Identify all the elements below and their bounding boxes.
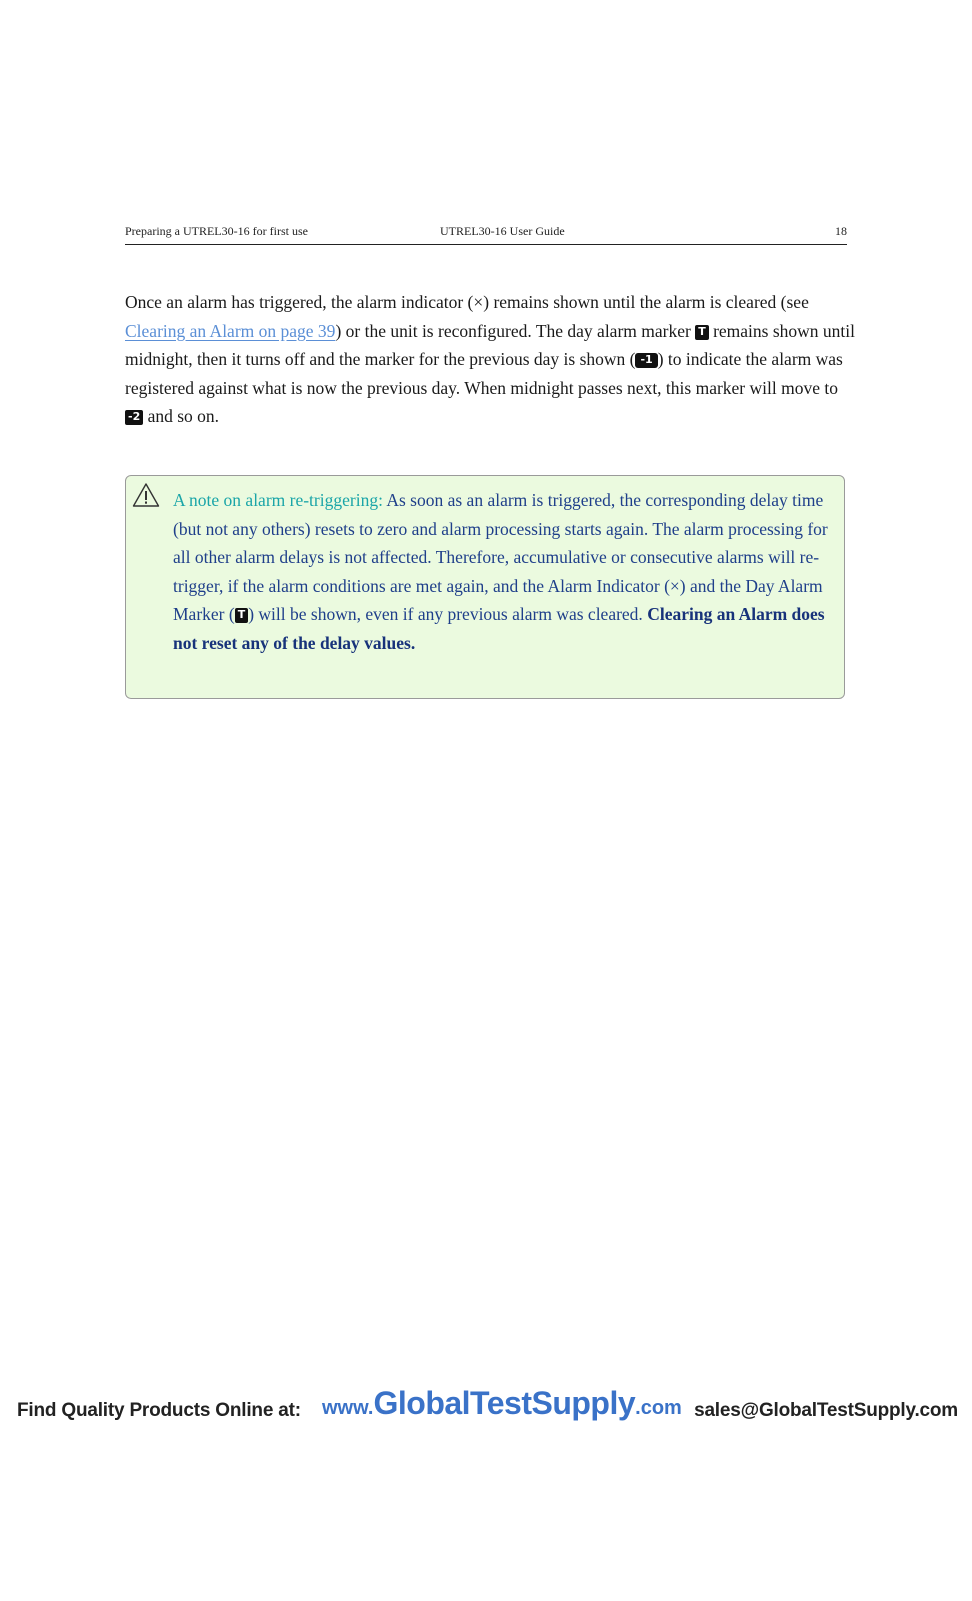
note-title: A note on alarm re-triggering: (173, 490, 383, 510)
body-text-4: ) to indicate the alarm was registered against what is now the previous day. When midnight passes next, this marker will move to (125, 349, 843, 398)
note-day-alarm-marker-icon: T (235, 608, 249, 623)
warning-triangle-icon (132, 482, 160, 508)
day-alarm-marker-today-icon: T (695, 325, 709, 340)
note-emphasis: Clearing an Alarm does not reset any of the delay values. (173, 604, 825, 653)
body-text-5: and so on. (143, 406, 220, 426)
day-alarm-marker-two-days-icon: -2 (125, 410, 143, 425)
retrigger-note-box (125, 475, 845, 699)
footer-www: www. (322, 1397, 374, 1419)
body-text-1: Once an alarm has triggered, the alarm indicator (×) remains shown until the alarm is cleared (see (125, 292, 809, 312)
note-body-1: As soon as an alarm is triggered, the corresponding delay time (but not any others) resets to zero and alarm processing starts again. The alarm processing for all other alarm delays is not affected. Therefore, accumulative or consecutive alarms will re-trigger, if the alarm conditions are met again, and the Alarm Indicator (×) and the Day Alarm Marker ( (173, 490, 828, 624)
clearing-alarm-link[interactable]: Clearing an Alarm on page 39 (125, 320, 336, 341)
running-header (125, 222, 847, 245)
header-page-number: 18 (835, 224, 847, 238)
alarm-indicator-paragraph (125, 288, 860, 431)
header-chapter-title: Preparing a UTREL30-16 for first use (125, 224, 308, 238)
body-text-3: remains shown until midnight, then it turns off and the marker for the previous day is shown ( (125, 320, 856, 369)
day-alarm-marker-previous-icon: -1 (635, 353, 657, 368)
body-text-2: ) or the unit is reconfigured. The day alarm marker (335, 320, 696, 341)
footer-website-link[interactable] (322, 1385, 682, 1422)
footer-com: .com (635, 1397, 682, 1419)
footer-brand: GlobalTestSupply (373, 1385, 636, 1421)
footer-tagline: Find Quality Products Online at: (17, 1400, 301, 1421)
footer-ad-banner (0, 1385, 972, 1435)
header-document-title: UTREL30-16 User Guide (440, 224, 565, 238)
note-body-2: ) will be shown, even if any previous alarm was cleared. (248, 604, 648, 624)
note-text (173, 486, 828, 657)
footer-email-link[interactable]: sales@GlobalTestSupply.com (694, 1400, 958, 1421)
